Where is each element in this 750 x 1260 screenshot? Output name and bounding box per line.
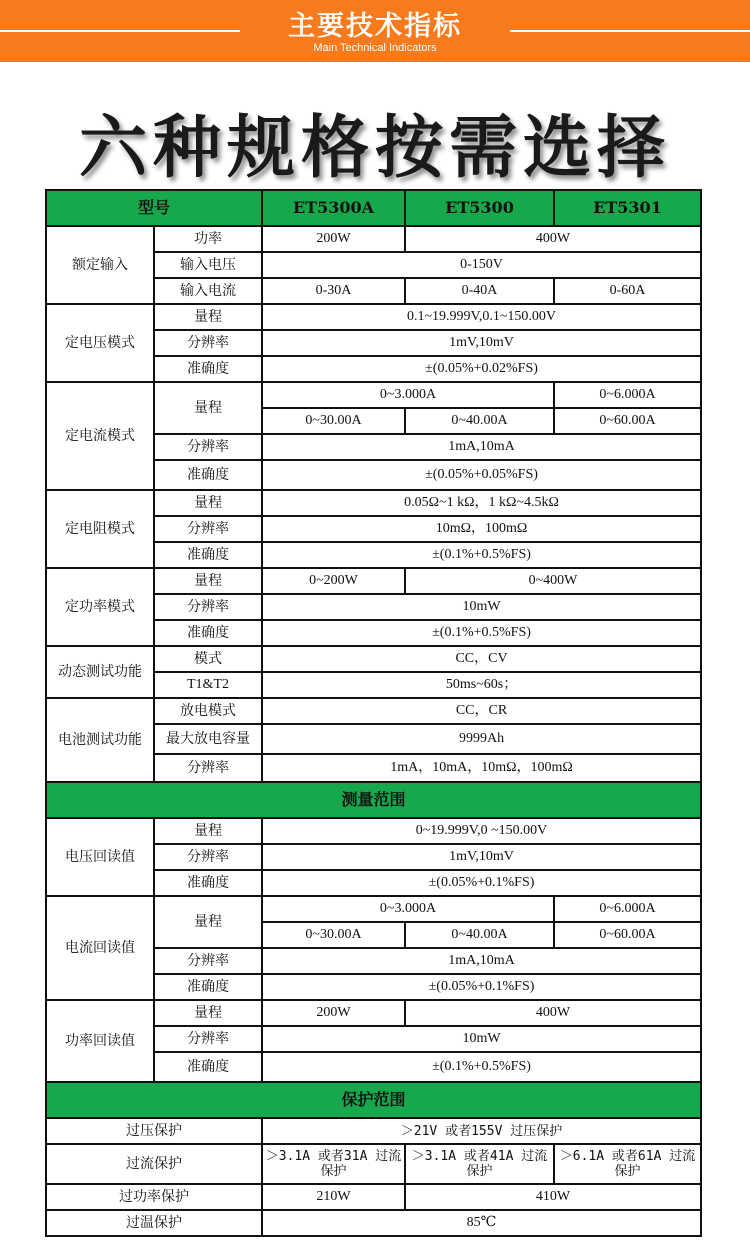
cell-value: 0~6.000A xyxy=(554,896,701,922)
cell-value: ±(0.05%+0.02%FS) xyxy=(262,356,701,382)
table-row xyxy=(46,818,701,844)
cell-value: 0-40A xyxy=(405,278,554,304)
row-label: 量程 xyxy=(154,1000,262,1026)
row-label: 准确度 xyxy=(154,620,262,646)
cell-value: 1mA,10mA xyxy=(262,948,701,974)
row-label: 过流保护 xyxy=(46,1144,262,1184)
row-label: 量程 xyxy=(154,382,262,434)
banner-title: 主要技术指标 xyxy=(288,11,462,42)
cell-value: 0-60A xyxy=(554,278,701,304)
row-label: 分辨率 xyxy=(154,434,262,460)
cell-value: CC，CV xyxy=(262,646,701,672)
cell-value: 1mV,10mV xyxy=(262,844,701,870)
table-row xyxy=(46,1144,701,1184)
row-label: 准确度 xyxy=(154,460,262,490)
row-label: 量程 xyxy=(154,896,262,948)
row-label: 准确度 xyxy=(154,356,262,382)
group-battery: 电池测试功能 xyxy=(46,698,154,782)
cell-value: ±(0.05%+0.1%FS) xyxy=(262,974,701,1000)
section-banner xyxy=(0,0,750,62)
cell-value: 0-150V xyxy=(262,252,701,278)
row-label: 量程 xyxy=(154,568,262,594)
table-row xyxy=(46,1118,701,1144)
row-label: T1&T2 xyxy=(154,672,262,698)
row-label: 准确度 xyxy=(154,974,262,1000)
cell-value: ＞3.1A 或者41A 过流保护 xyxy=(405,1144,554,1184)
cell-value: ±(0.05%+0.1%FS) xyxy=(262,870,701,896)
cell-value: 0~6.000A xyxy=(554,382,701,408)
cell-value: 0~40.00A xyxy=(405,408,554,434)
cell-value: 0~60.00A xyxy=(554,922,701,948)
cell-value: 0~30.00A xyxy=(262,408,405,434)
model-label: 型号 xyxy=(46,190,262,226)
cell-value: 210W xyxy=(262,1184,405,1210)
cell-value: 0~60.00A xyxy=(554,408,701,434)
measure-range-title: 测量范围 xyxy=(46,782,701,818)
row-label: 功率 xyxy=(154,226,262,252)
cell-value: ＞6.1A 或者61A 过流保护 xyxy=(554,1144,701,1184)
cell-value: 0.05Ω~1 kΩ，1 kΩ~4.5kΩ xyxy=(262,490,701,516)
row-label: 分辨率 xyxy=(154,754,262,782)
row-label: 量程 xyxy=(154,490,262,516)
cell-value: ＞21V 或者155V 过压保护 xyxy=(262,1118,701,1144)
group-cp-mode: 定功率模式 xyxy=(46,568,154,646)
row-label: 量程 xyxy=(154,818,262,844)
row-label: 放电模式 xyxy=(154,698,262,724)
headline: 六种规格按需选择 xyxy=(78,109,671,188)
group-v-read: 电压回读值 xyxy=(46,818,154,896)
table-row xyxy=(46,490,701,516)
row-label: 分辨率 xyxy=(154,516,262,542)
group-cv-mode: 定电压模式 xyxy=(46,304,154,382)
row-label: 过功率保护 xyxy=(46,1184,262,1210)
table-row xyxy=(46,568,701,594)
cell-value: 0~19.999V,0 ~150.00V xyxy=(262,818,701,844)
row-label: 量程 xyxy=(154,304,262,330)
table-row xyxy=(46,896,701,922)
group-rated-input: 额定输入 xyxy=(46,226,154,304)
section-header-row xyxy=(46,782,701,818)
cell-value: 400W xyxy=(405,1000,701,1026)
model-et5300: ET5300 xyxy=(405,190,554,226)
row-label: 准确度 xyxy=(154,870,262,896)
cell-value: 400W xyxy=(405,226,701,252)
model-et5301: ET5301 xyxy=(554,190,701,226)
table-row xyxy=(46,226,701,252)
row-label: 分辨率 xyxy=(154,594,262,620)
cell-value: ±(0.1%+0.5%FS) xyxy=(262,1052,701,1082)
row-label: 模式 xyxy=(154,646,262,672)
row-label: 分辨率 xyxy=(154,948,262,974)
cell-value: ±(0.05%+0.05%FS) xyxy=(262,460,701,490)
cell-value: 0.1~19.999V,0.1~150.00V xyxy=(262,304,701,330)
cell-value: 1mV,10mV xyxy=(262,330,701,356)
banner-subtitle: Main Technical Indicators xyxy=(313,42,437,54)
cell-value: 0~200W xyxy=(262,568,405,594)
cell-value: 200W xyxy=(262,226,405,252)
cell-value: 0~40.00A xyxy=(405,922,554,948)
table-row xyxy=(46,1184,701,1210)
cell-value: 0~400W xyxy=(405,568,701,594)
group-p-read: 功率回读值 xyxy=(46,1000,154,1082)
cell-value: ±(0.1%+0.5%FS) xyxy=(262,620,701,646)
group-cc-mode: 定电流模式 xyxy=(46,382,154,490)
table-row xyxy=(46,1000,701,1026)
cell-value: 10mW xyxy=(262,594,701,620)
group-cr-mode: 定电阻模式 xyxy=(46,490,154,568)
table-row xyxy=(46,698,701,724)
row-label: 输入电流 xyxy=(154,278,262,304)
table-row xyxy=(46,646,701,672)
row-label: 分辨率 xyxy=(154,844,262,870)
cell-value: ＞3.1A 或者31A 过流保护 xyxy=(262,1144,405,1184)
cell-value: 0~3.000A xyxy=(262,382,554,408)
cell-value: CC，CR xyxy=(262,698,701,724)
table-header-row xyxy=(46,190,701,226)
cell-value: 9999Ah xyxy=(262,724,701,754)
spec-table xyxy=(45,189,702,1237)
cell-value: 1mA,10mA xyxy=(262,434,701,460)
model-et5300a: ET5300A xyxy=(262,190,405,226)
section-header-row xyxy=(46,1082,701,1118)
table-row xyxy=(46,1210,701,1236)
cell-value: 50ms~60s； xyxy=(262,672,701,698)
cell-value: ±(0.1%+0.5%FS) xyxy=(262,542,701,568)
cell-value: 410W xyxy=(405,1184,701,1210)
row-label: 准确度 xyxy=(154,542,262,568)
row-label: 准确度 xyxy=(154,1052,262,1082)
cell-value: 200W xyxy=(262,1000,405,1026)
cell-value: 10mΩ，100mΩ xyxy=(262,516,701,542)
cell-value: 0~30.00A xyxy=(262,922,405,948)
cell-value: 0-30A xyxy=(262,278,405,304)
group-dynamic: 动态测试功能 xyxy=(46,646,154,698)
protection-range-title: 保护范围 xyxy=(46,1082,701,1118)
row-label: 过温保护 xyxy=(46,1210,262,1236)
row-label: 分辨率 xyxy=(154,330,262,356)
cell-value: 1mA，10mA，10mΩ，100mΩ xyxy=(262,754,701,782)
group-i-read: 电流回读值 xyxy=(46,896,154,1000)
row-label: 输入电压 xyxy=(154,252,262,278)
table-row xyxy=(46,382,701,408)
cell-value: 85℃ xyxy=(262,1210,701,1236)
cell-value: 10mW xyxy=(262,1026,701,1052)
row-label: 分辨率 xyxy=(154,1026,262,1052)
cell-value: 0~3.000A xyxy=(262,896,554,922)
row-label: 过压保护 xyxy=(46,1118,262,1144)
row-label: 最大放电容量 xyxy=(154,724,262,754)
table-row xyxy=(46,304,701,330)
